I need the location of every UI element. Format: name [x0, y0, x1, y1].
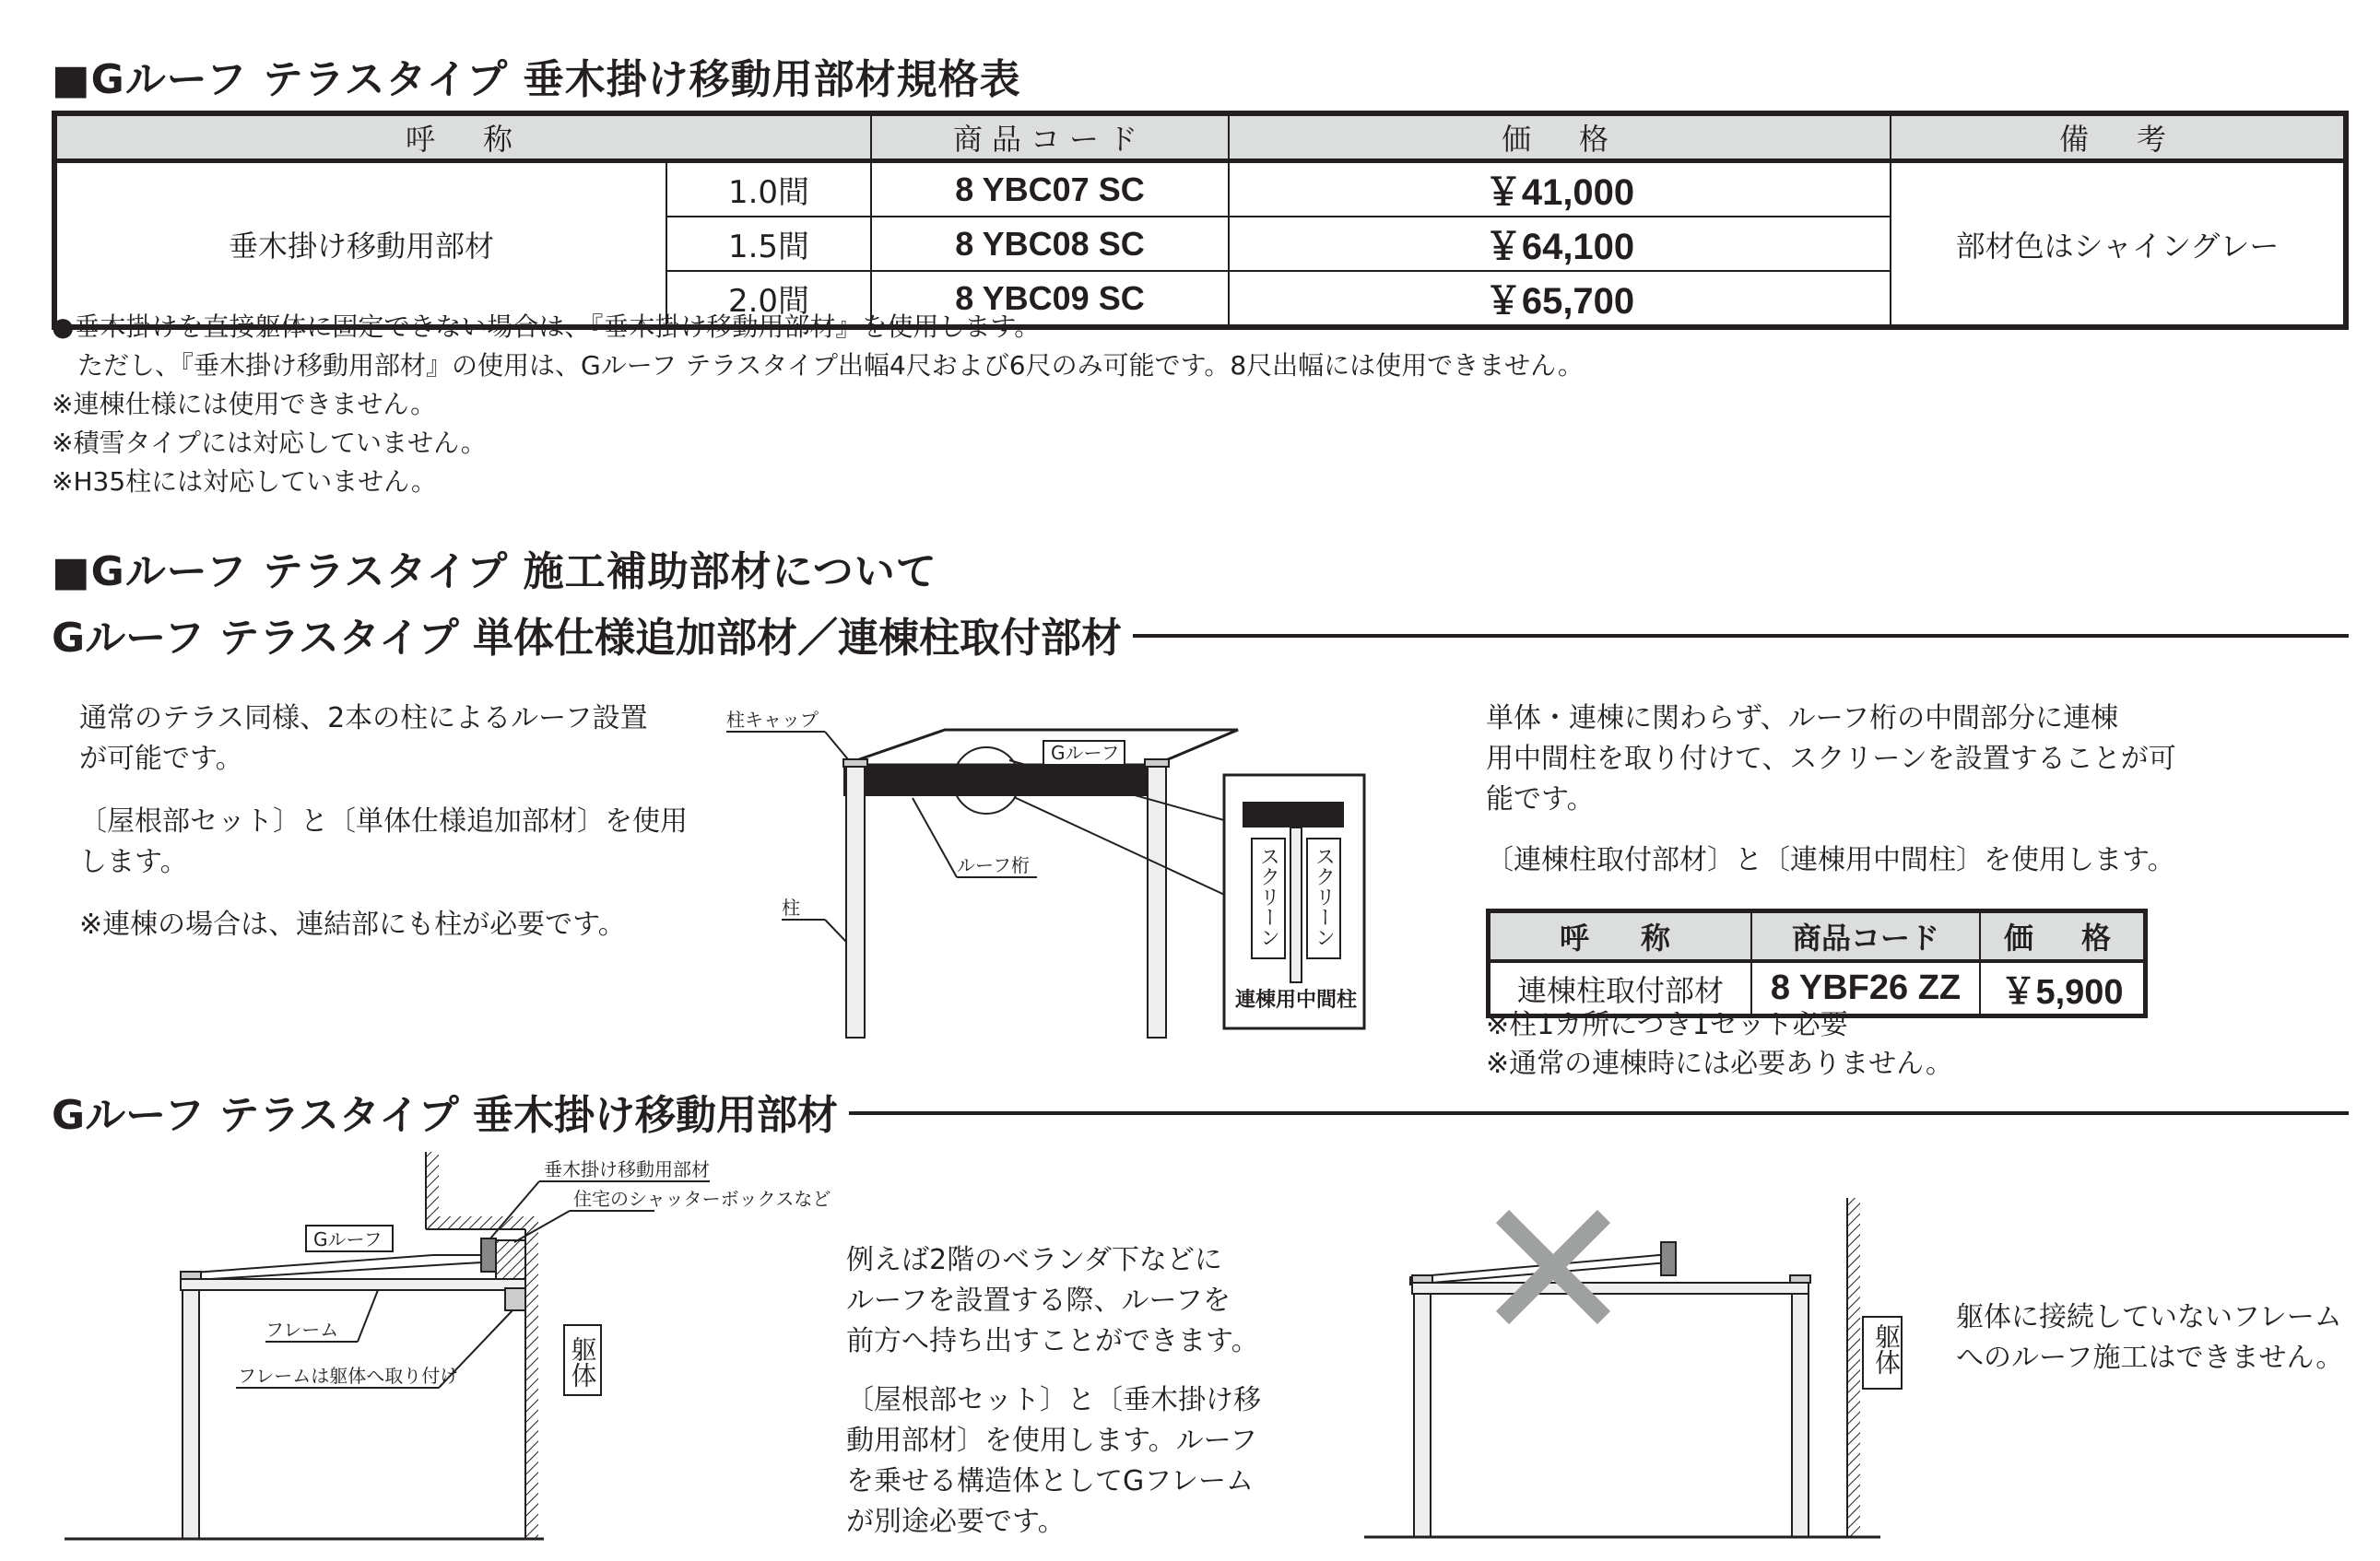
part-label: 垂木掛け移動用部材 — [544, 1158, 710, 1180]
row-code: 8 YBF26 ZZ — [1751, 961, 1980, 1016]
note-line: ※連棟仕様には使用できません。 — [52, 389, 437, 419]
body-label: 躯体 — [1871, 1323, 1902, 1375]
text-line: ルーフを設置する際、ルーフを — [846, 1285, 1231, 1317]
text-line: 躯体に接続していないフレーム — [1956, 1301, 2342, 1333]
section3-right-text — [1956, 1297, 2343, 1379]
text-line: 前方へ持ち出すことができます。 — [846, 1325, 1259, 1357]
row-price: ￥5,900 — [1980, 961, 2146, 1016]
header-name: 呼 称 — [54, 113, 871, 161]
spec-table — [52, 111, 2349, 330]
connector-table — [1486, 909, 2148, 1018]
note-line: ●垂木掛けを直接躯体に固定できない場合は、『垂木掛け移動用部材』を使用します。 — [52, 311, 1041, 342]
text-line: 用中間柱を取り付けて、スクリーンを設置することが可 — [1486, 743, 2176, 775]
row-code: 8 YBC08 SC — [871, 217, 1229, 271]
text-line: ※連棟の場合は、連結部にも柱が必要です。 — [79, 909, 626, 941]
row-name: 連棟柱取付部材 — [1489, 961, 1752, 1016]
table-row — [54, 161, 2346, 217]
row-size: 1.0間 — [666, 161, 871, 217]
header-remarks: 備 考 — [1891, 113, 2346, 161]
row-price: ￥41,000 — [1229, 161, 1891, 217]
post-label: 柱 — [782, 897, 800, 919]
mid-post-label: 連棟用中間柱 — [1235, 989, 1358, 1012]
remarks-cell: 部材色はシャイングレー — [1891, 161, 2346, 328]
text-line: 単体・連棟に関わらず、ルーフ桁の中間部分に連棟 — [1486, 702, 2119, 734]
item-name: 垂木掛け移動用部材 — [54, 161, 666, 328]
row-size: 2.0間 — [666, 271, 871, 327]
header-price: 価 格 — [1980, 911, 2146, 962]
text-line: 〔屋根部セット〕と〔垂木掛け移 — [846, 1384, 1261, 1416]
section2-title: ■Gルーフ テラスタイプ 施工補助部材について — [52, 548, 937, 595]
header-code: 商品コード — [871, 113, 1229, 161]
beam-label: ルーフ桁 — [957, 854, 1030, 876]
row-size: 1.5間 — [666, 217, 871, 271]
frame-label: フレーム — [265, 1319, 339, 1341]
text-line: します。 — [79, 846, 188, 878]
text-line: を乗せる構造体としてGフレーム — [846, 1465, 1255, 1497]
screen-label: スクリーン — [1312, 846, 1336, 947]
frame-note-label: フレームは躯体へ取り付け — [238, 1365, 459, 1387]
body-label-box — [1862, 1316, 1903, 1390]
text-line: が可能です。 — [79, 743, 243, 775]
section3-center-text — [846, 1240, 1261, 1543]
text-line: へのルーフ施工はできません。 — [1956, 1342, 2344, 1374]
spec-notes — [52, 308, 1584, 501]
body-label: 躯体 — [567, 1336, 598, 1388]
note-line: ※柱1カ所につき1セット必要 — [1486, 1009, 1848, 1041]
terrace-diagram — [719, 691, 1383, 1041]
text-line: 通常のテラス同様、2本の柱によるルーフ設置 — [79, 702, 648, 734]
table-notes — [1486, 1006, 1953, 1084]
header-code: 商品コード — [1751, 911, 1980, 962]
row-price: ￥65,700 — [1229, 271, 1891, 327]
shutter-label: 住宅のシャッターボックスなど — [573, 1188, 831, 1210]
spec-table-title: ■Gルーフ テラスタイプ 垂木掛け移動用部材規格表 — [52, 56, 1021, 103]
note-line: ※H35柱には対応していません。 — [52, 466, 437, 497]
header-name: 呼 称 — [1489, 911, 1752, 962]
text-line: 動用部材〕を使用します。ルーフ — [846, 1425, 1258, 1457]
header-price: 価 格 — [1229, 113, 1891, 161]
rafter-mount-diagram — [65, 1143, 831, 1548]
row-code: 8 YBC09 SC — [871, 271, 1229, 327]
cap-label: 柱キャップ — [726, 709, 819, 731]
section3-title: Gルーフ テラスタイプ 垂木掛け移動用部材 — [52, 1082, 849, 1141]
text-line: 例えば2階のベランダ下などに — [846, 1244, 1222, 1276]
section2-subtitle: Gルーフ テラスタイプ 単体仕様追加部材／連棟柱取付部材 — [52, 604, 1133, 663]
invalid-frame-diagram — [1364, 1198, 1880, 1548]
screen-label: スクリーン — [1256, 846, 1280, 947]
note-line: ※積雪タイプには対応していません。 — [52, 428, 487, 458]
note-line: ただし、『垂木掛け移動用部材』の使用は、Gルーフ テラスタイプ出幅4尺および6尺のみ可能です。8尺出幅には使用できません。 — [52, 350, 1584, 381]
section2-right-text — [1486, 698, 2176, 881]
text-line: 〔連棟柱取付部材〕と〔連棟用中間柱〕を使用します。 — [1486, 844, 2175, 876]
section2-left-text — [79, 698, 688, 945]
note-line: ※通常の連棟時には必要ありません。 — [1486, 1048, 1953, 1080]
row-price: ￥64,100 — [1229, 217, 1891, 271]
text-line: が別途必要です。 — [846, 1506, 1066, 1538]
roof-label: Gルーフ — [1051, 742, 1120, 764]
text-line: 〔屋根部セット〕と〔単体仕様追加部材〕を使用 — [79, 805, 688, 838]
row-code: 8 YBC07 SC — [871, 161, 1229, 217]
roof-label: Gルーフ — [313, 1228, 383, 1250]
text-line: 能です。 — [1486, 783, 1595, 816]
